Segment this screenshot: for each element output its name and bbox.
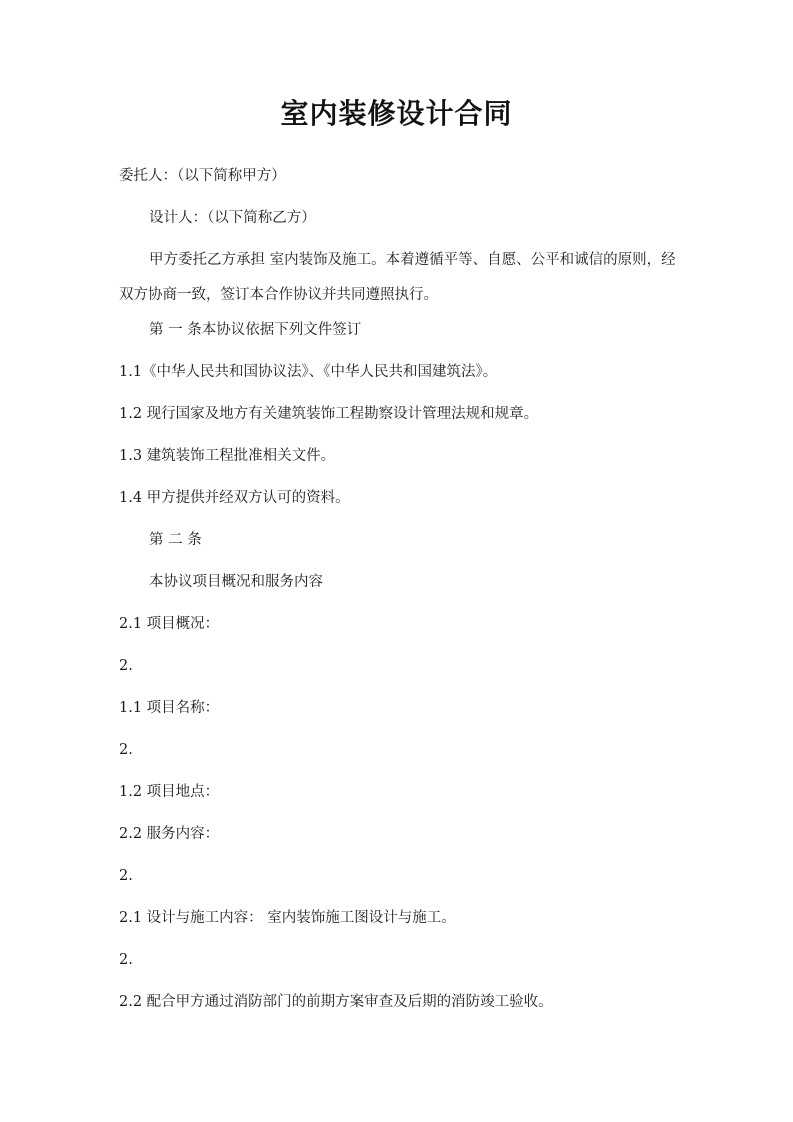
designer-line: 设计人：（以下简称乙方） [149,210,316,226]
clause-fragment: 2. [119,868,133,884]
preamble-paragraph: 甲方委托乙方承担 室内装饰及施工。本着遵循平等、自愿、公平和诚信的原则，经双方协商一致，签订本合作协议并共同遵照执行。 [119,252,676,303]
document-title: 室内装修设计合同 [280,97,513,130]
clause-2-1: 2.1 项目概况： [119,616,220,632]
clause-1-4: 1.4 甲方提供并经双方认可的资料。 [119,490,350,506]
article-2-subtitle: 本协议项目概况和服务内容 [149,574,323,590]
clause-1-1: 1.1《中华人民共和国协议法》、《中华人民共和国建筑法》。 [119,364,498,380]
clause-project-name: 1.1 项目名称： [119,700,220,716]
clause-fire-inspection: 2.2 配合甲方通过消防部门的前期方案审查及后期的消防竣工验收。 [119,994,553,1010]
clause-fragment: 2. [119,742,133,758]
clause-1-2: 1.2 现行国家及地方有关建筑装饰工程勘察设计管理法规和规章。 [119,406,539,422]
clause-fragment: 2. [119,658,133,674]
clause-2-2: 2.2 服务内容： [119,826,220,842]
article-2-heading: 第 二 条 [149,532,202,548]
clause-project-location: 1.2 项目地点： [119,784,220,800]
clause-fragment: 2. [119,952,133,968]
clause-design-content: 2.1 设计与施工内容： 室内装饰施工图设计与施工。 [119,910,456,926]
client-line: 委托人：（以下简称甲方） [119,168,286,184]
article-1-heading: 第 一 条本协议依据下列文件签订 [149,322,362,338]
clause-1-3: 1.3 建筑装饰工程批准相关文件。 [119,448,336,464]
